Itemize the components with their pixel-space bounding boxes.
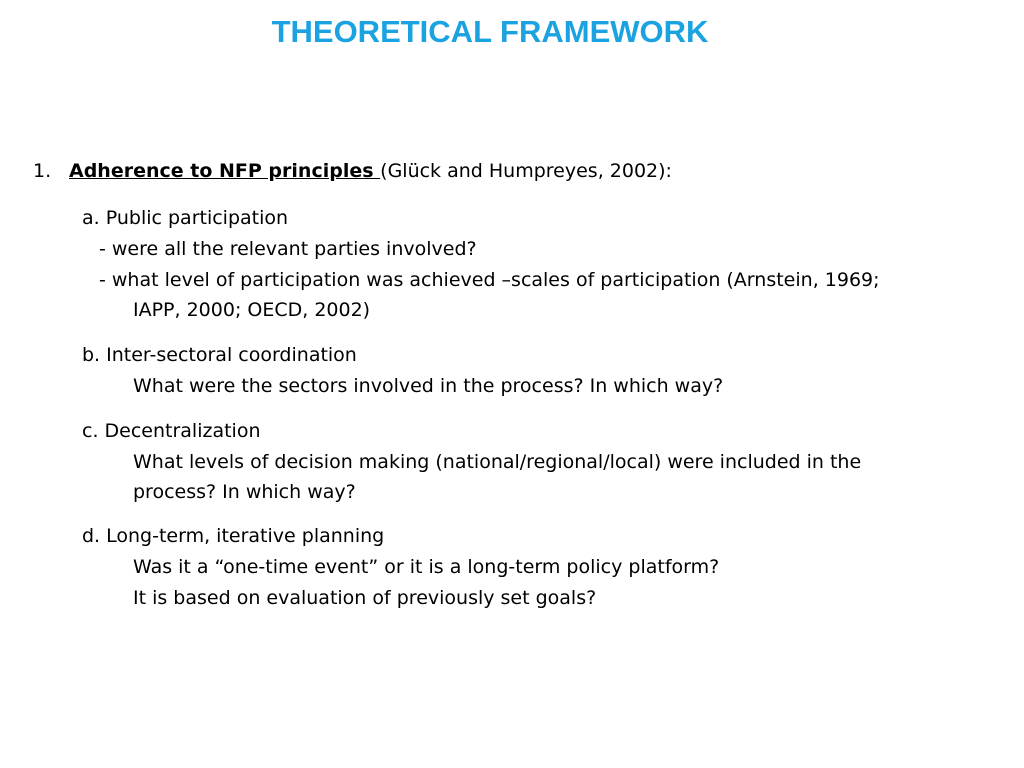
item-line: - what level of participation was achieved –scales of participation (Arnstein, 1969; bbox=[99, 269, 880, 291]
item-label-inter-sectoral-coordination: b. Inter-sectoral coordination bbox=[82, 344, 357, 366]
item-line: IAPP, 2000; OECD, 2002) bbox=[133, 299, 371, 321]
item-line: - were all the relevant parties involved? bbox=[99, 238, 477, 260]
item-line: What were the sectors involved in the process? In which way? bbox=[133, 375, 724, 397]
section-heading-citation: (Glück and Humpreyes, 2002): bbox=[380, 160, 672, 182]
item-line: process? In which way? bbox=[133, 481, 356, 503]
section-heading-title: Adherence to NFP principles bbox=[69, 160, 381, 182]
item-label-long-term-planning: d. Long-term, iterative planning bbox=[82, 525, 385, 547]
slide-title: THEORETICAL FRAMEWORK bbox=[271, 14, 709, 49]
section-heading bbox=[69, 159, 672, 183]
item-line: Was it a “one-time event” or it is a long-term policy platform? bbox=[133, 556, 720, 578]
item-line: It is based on evaluation of previously set goals? bbox=[133, 587, 597, 609]
item-line: What levels of decision making (national/regional/local) were included in the bbox=[133, 451, 862, 473]
item-label-decentralization: c. Decentralization bbox=[82, 420, 261, 442]
section-number: 1. bbox=[33, 160, 52, 182]
item-label-public-participation: a. Public participation bbox=[82, 207, 289, 229]
